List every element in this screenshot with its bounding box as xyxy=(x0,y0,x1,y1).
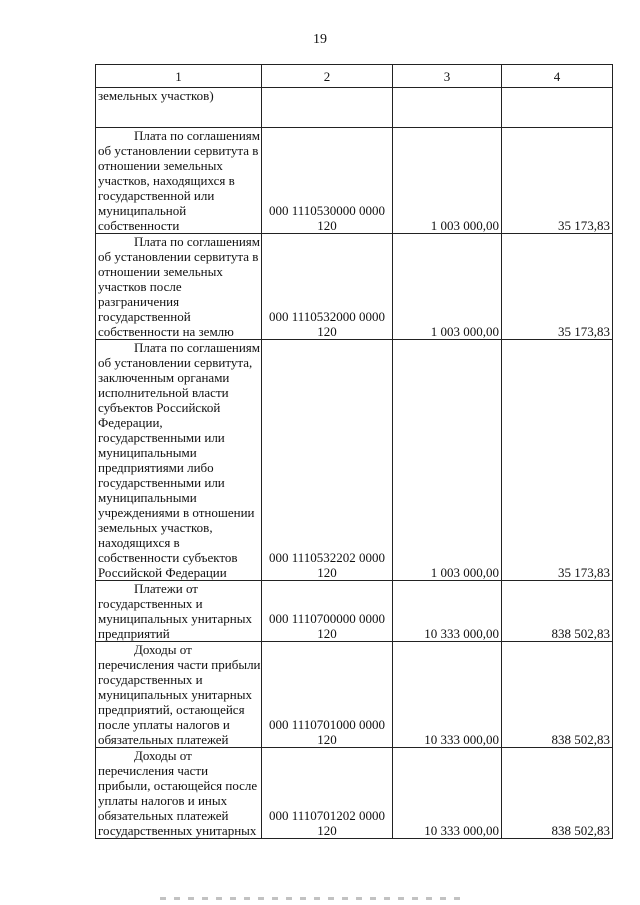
revenue-name-line: предприятий xyxy=(98,626,170,641)
table-row xyxy=(96,128,613,234)
revenue-name-line: Плата по соглашениям xyxy=(134,340,260,355)
revenue-name-line: отношении земельных xyxy=(98,264,223,279)
approved-amount-cell: 10 333 000,00 xyxy=(393,748,502,839)
column-header-1: 1 xyxy=(96,65,262,88)
revenue-name-line: уплаты налогов и иных xyxy=(98,793,228,808)
budget-code-line: 000 1110701000 0000 xyxy=(268,717,386,732)
page-number: 19 xyxy=(313,32,327,47)
executed-amount-cell: 838 502,83 xyxy=(502,748,613,839)
revenue-name-line: предприятий, остающейся xyxy=(98,702,245,717)
budget-code-line: 000 1110532202 0000 xyxy=(268,550,386,565)
revenue-name-line: прибыли, остающейся после xyxy=(98,778,258,793)
executed-amount-cell: 838 502,83 xyxy=(502,581,613,642)
revenue-name-line: Доходы от xyxy=(134,642,192,657)
budget-code-line: 000 1110700000 0000 xyxy=(268,611,386,626)
executed-amount-cell: 35 173,83 xyxy=(502,234,613,340)
revenue-name-line: государственных унитарных xyxy=(98,823,257,838)
revenue-name-cell xyxy=(96,88,262,128)
revenue-name-line: собственности на землю xyxy=(98,324,234,339)
revenue-name-cell xyxy=(96,340,262,581)
table-row xyxy=(96,340,613,581)
revenue-name-line: обязательных платежей xyxy=(98,732,229,747)
revenue-name-line: государственной или xyxy=(98,188,215,203)
revenue-name-line: муниципальной xyxy=(98,203,187,218)
budget-code-line: 000 1110701202 0000 xyxy=(268,808,386,823)
revenue-name-line: разграничения xyxy=(98,294,180,309)
revenue-name-line: муниципальных унитарных xyxy=(98,611,252,626)
revenue-name-line: участков после xyxy=(98,279,182,294)
revenue-name-line: перечисления части xyxy=(98,763,209,778)
column-header-2: 2 xyxy=(262,65,393,88)
revenue-name-line: Плата по соглашениям xyxy=(134,234,260,249)
revenue-name-line: государственными или xyxy=(98,430,225,445)
approved-amount-cell: 1 003 000,00 xyxy=(393,128,502,234)
revenue-name-cell xyxy=(96,748,262,839)
revenue-name-cell xyxy=(96,234,262,340)
budget-code-line: 120 xyxy=(317,626,337,641)
table-body xyxy=(96,88,613,839)
budget-code-line: 120 xyxy=(317,218,337,233)
budget-code-cell xyxy=(262,340,393,581)
revenue-name-cell xyxy=(96,642,262,748)
revenue-name-line: заключенным органами xyxy=(98,370,230,385)
revenue-table xyxy=(95,64,613,839)
budget-code-cell xyxy=(262,234,393,340)
revenue-name-line: муниципальными xyxy=(98,490,197,505)
revenue-name-line: обязательных платежей xyxy=(98,808,229,823)
budget-code-line: 120 xyxy=(317,732,337,747)
approved-amount-cell: 10 333 000,00 xyxy=(393,581,502,642)
executed-amount-cell: 35 173,83 xyxy=(502,340,613,581)
budget-code-line: 000 1110532000 0000 xyxy=(268,309,386,324)
column-header-4: 4 xyxy=(502,65,613,88)
revenue-name-line: предприятиями либо xyxy=(98,460,214,475)
revenue-name-line: земельных участков, xyxy=(98,520,213,535)
revenue-name-line: исполнительной власти xyxy=(98,385,229,400)
budget-code-line: 120 xyxy=(317,324,337,339)
revenue-name-line: государственных и xyxy=(98,672,203,687)
table-header-row xyxy=(96,65,613,88)
revenue-name-line: отношении земельных xyxy=(98,158,223,173)
budget-code-line: 120 xyxy=(317,823,337,838)
budget-code-cell xyxy=(262,88,393,128)
budget-code-line: 000 1110530000 0000 xyxy=(268,203,386,218)
revenue-name-line: государственными или xyxy=(98,475,225,490)
revenue-name-line: после уплаты налогов и xyxy=(98,717,230,732)
executed-amount-cell: 838 502,83 xyxy=(502,642,613,748)
executed-amount-cell xyxy=(502,88,613,128)
revenue-name-line: собственности субъектов xyxy=(98,550,238,565)
budget-code-line: 120 xyxy=(317,565,337,580)
revenue-name-line: об установлении сервитута в xyxy=(98,249,259,264)
revenue-name-line: субъектов Российской xyxy=(98,400,221,415)
approved-amount-cell xyxy=(393,88,502,128)
budget-code-cell xyxy=(262,642,393,748)
revenue-name-cell xyxy=(96,581,262,642)
table-row xyxy=(96,581,613,642)
table-row xyxy=(96,642,613,748)
revenue-name-line: участков, находящихся в xyxy=(98,173,235,188)
revenue-name-line: муниципальными xyxy=(98,445,197,460)
revenue-name-line: государственных и xyxy=(98,596,203,611)
approved-amount-cell: 10 333 000,00 xyxy=(393,642,502,748)
approved-amount-cell: 1 003 000,00 xyxy=(393,340,502,581)
revenue-name-line: Федерации, xyxy=(98,415,163,430)
revenue-name-line: государственной xyxy=(98,309,191,324)
table-row xyxy=(96,234,613,340)
scan-artifact xyxy=(160,897,460,900)
revenue-name-line: собственности xyxy=(98,218,180,233)
column-header-3: 3 xyxy=(393,65,502,88)
revenue-name-line: учреждениями в отношении xyxy=(98,505,255,520)
revenue-name-line: муниципальных унитарных xyxy=(98,687,252,702)
revenue-name-line: об установлении сервитута в xyxy=(98,143,259,158)
revenue-name-line: Российской Федерации xyxy=(98,565,227,580)
revenue-name-line: Доходы от xyxy=(134,748,192,763)
approved-amount-cell: 1 003 000,00 xyxy=(393,234,502,340)
table-row xyxy=(96,748,613,839)
revenue-name-line: об установлении сервитута, xyxy=(98,355,253,370)
budget-code-cell xyxy=(262,581,393,642)
budget-code-cell xyxy=(262,748,393,839)
revenue-name-cell xyxy=(96,128,262,234)
executed-amount-cell: 35 173,83 xyxy=(502,128,613,234)
table-row xyxy=(96,88,613,128)
revenue-name-line: Платежи от xyxy=(134,581,198,596)
revenue-name-line: Плата по соглашениям xyxy=(134,128,260,143)
revenue-name-line: находящихся в xyxy=(98,535,180,550)
revenue-name-line: перечисления части прибыли xyxy=(98,657,261,672)
revenue-name-line: земельных участков) xyxy=(98,88,214,103)
budget-code-cell xyxy=(262,128,393,234)
